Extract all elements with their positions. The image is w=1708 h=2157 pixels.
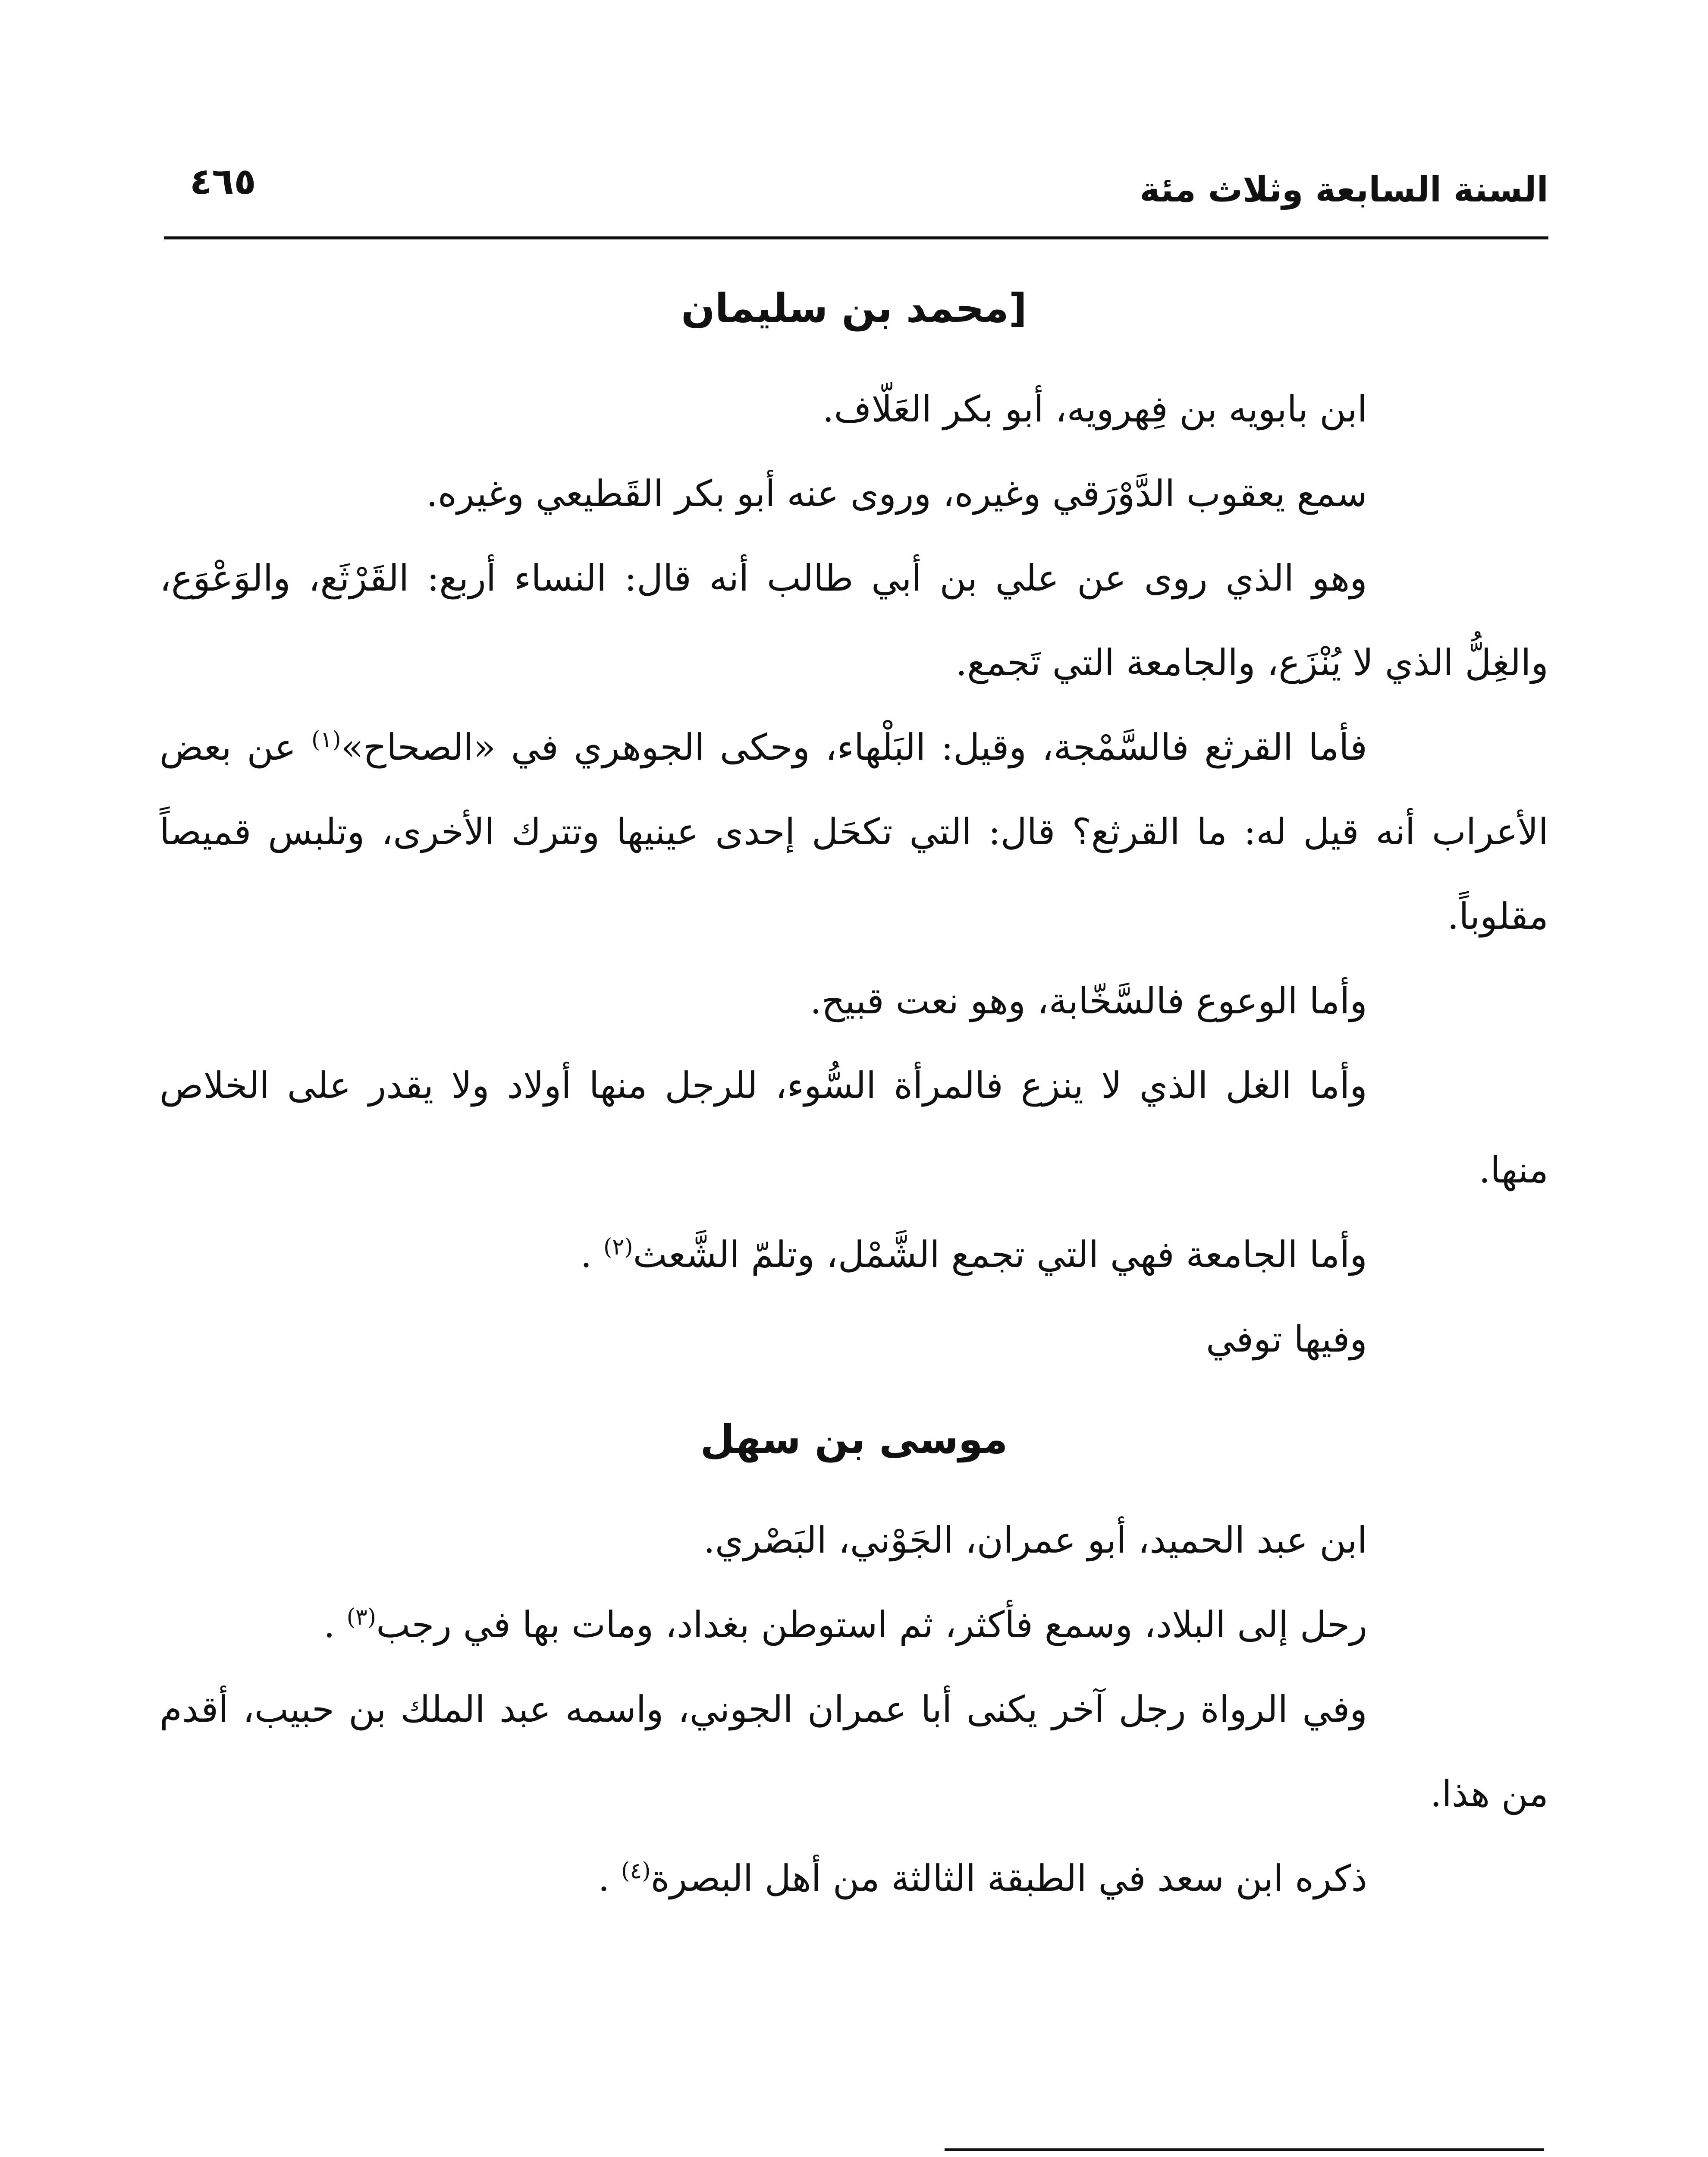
footnote-rule xyxy=(945,2148,1544,2151)
paragraph: سمع يعقوب الدَّوْرَقي وغيره، وروى عنه أبو بكر القَطيعي وغيره. xyxy=(426,472,1367,515)
paragraph xyxy=(160,1212,1548,1297)
paragraph xyxy=(160,1582,1548,1667)
paragraph-text: رحل إلى البلاد، وسمع فأكثر، ثم استوطن بغداد، ومات بها في رجب xyxy=(376,1604,1367,1646)
footnote-ref: (٤) xyxy=(621,1858,651,1884)
paragraph xyxy=(160,1836,1548,1921)
section-heading-muhammad-bin-sulayman: [محمد بن سليمان xyxy=(681,285,1027,331)
paragraph: ابن بابويه بن فِهرويه، أبو بكر العَلّاف. xyxy=(822,388,1367,430)
paragraph: وفي الرواة رجل آخر يكنى أبا عمران الجوني، واسمه عبد الملك بن حبيب، أقدم من هذا. xyxy=(160,1688,1548,1815)
paragraph: ابن عبد الحميد، أبو عمران، الجَوْني، البَصْري. xyxy=(703,1519,1367,1561)
paragraph: وأما الغل الذي لا ينزع فالمرأة السُّوء، للرجل منها أولاد ولا يقدر على الخلاص منها. xyxy=(160,1064,1548,1191)
paragraph xyxy=(160,705,1548,959)
paragraph-text: ذكره ابن سعد في الطبقة الثالثة من أهل البصرة xyxy=(650,1857,1367,1899)
section-heading-musa-bin-sahl: موسى بن سهل xyxy=(700,1416,1008,1462)
page-number: ٤٦٥ xyxy=(190,160,256,202)
paragraph-text: وأما الجامعة فهي التي تجمع الشَّمْل، وتلمّ الشَّعث xyxy=(633,1233,1367,1276)
paragraph-text: . xyxy=(580,1233,604,1276)
paragraph: وأما الوعوع فالسَّخّابة، وهو نعت قبيح. xyxy=(810,980,1367,1022)
paragraph-text: فأما القرثع فالسَّمْجة، وقيل: البَلْهاء، وحكى الجوهري في «الصحاح» xyxy=(341,726,1367,768)
page-header xyxy=(164,142,1548,229)
paragraph-text: . xyxy=(323,1604,347,1646)
paragraph-text: . xyxy=(598,1857,622,1899)
paragraph: وفيها توفي xyxy=(1206,1318,1367,1360)
footnote-ref: (٣) xyxy=(346,1604,377,1630)
header-rule xyxy=(164,236,1548,239)
footnote-ref: (٢) xyxy=(603,1234,633,1260)
footnote-ref: (١) xyxy=(311,727,341,753)
paragraph: وهو الذي روى عن علي بن أبي طالب أنه قال: النساء أربع: القَرْثَع، والوَعْوَع، والغِلُّ الذي لا يُنْزَع، والجامعة التي تَجمع. xyxy=(160,557,1548,684)
running-title: السنة السابعة وثلاث مئة xyxy=(1140,170,1548,210)
page-body xyxy=(160,267,1548,1921)
paragraph-text: عن بعض الأعراب أنه قيل له: ما القرثع؟ قال: التي تكحَل إحدى عينيها وتترك الأخرى، وتلبس قميصاً مقلوباً. xyxy=(160,726,1548,937)
